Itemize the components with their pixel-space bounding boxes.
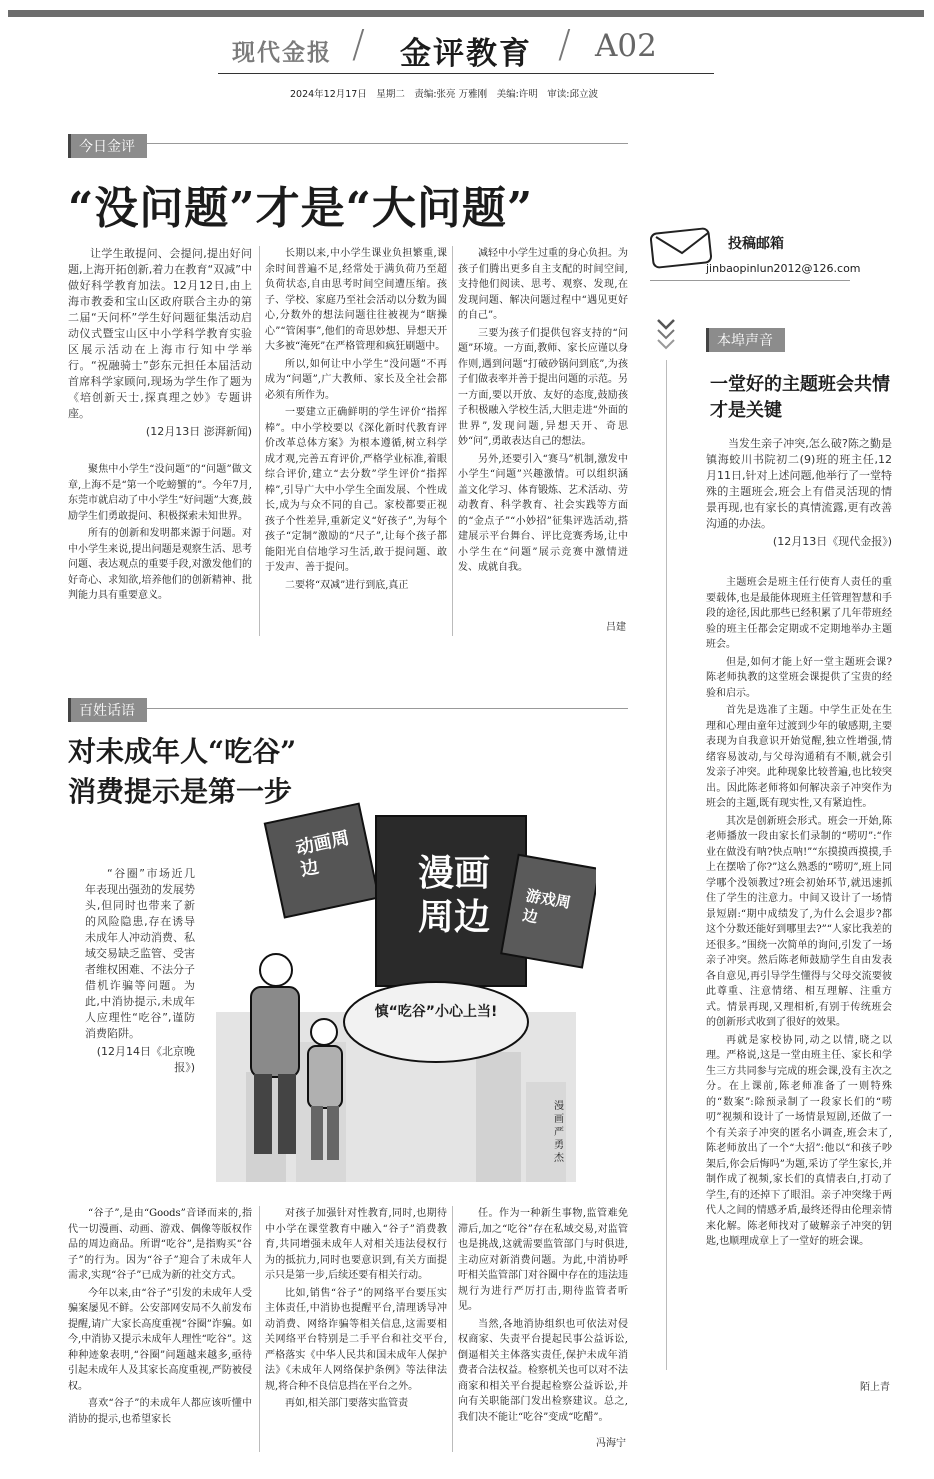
paragraph: 首先是选准了主题。中学生正处在生理和心理由童年过渡到少年的敏感期,主要表现为自我意识开始觉醒,独立性增强,情绪容易波动,与父母沟通稍有不顺,就会引发亲子冲突。此种现象比较普遍,也比较突出。因此陈老师将如何解决亲子冲突作为班会的主题,既有现实性,又有紧迫性。 (706, 705, 892, 809)
comic-label: 漫画周边 (417, 853, 490, 938)
paragraph: 其次是创新班会形式。班会一开始,陈老师播放一段由家长们录制的“唠叨”:“作业在做没有呐?快点呐!”“东摸摸西摸摸,手上在摆啥了你?”这么熟悉的“唠叨”,班上同学哪个没领教过?班会初始环节,就迅速抓住了学生的注意力。中间又设计了一场情景短剧:“期中成绩发了,为什么会退步?都这个分数还能好到哪里去?”“人家比我差的还很多。”围绕一次简单的询问,引发了一场亲子冲突。然后陈老师鼓励学生自由发表各自意见,再引导学生懂得与父母交流要彼此尊重、注意情绪、相互理解、注重方式。情景再现,又理相析,有别于传统班会的创新形式收到了很好的效果。 (706, 815, 892, 1028)
paragraph: 二要将“双减”进行到底,真正 (285, 579, 409, 591)
local-voice-body (706, 575, 892, 1375)
paragraph: 再就是家校协同,动之以情,晓之以理。严格说,这是一堂由班主任、家长和学生三方共同参与完成的班会课,没有主次之分。在上课前,陈老师准备了一则特殊的“数案”:除预录制了一段家长们的“唠叨”视频和设计了一场情景短剧,还做了一个有关亲子冲突的匿名小调查,班会末了,陈老师放出了一个“大招”:他以“和孩子吵架后,你会后悔吗”为题,采访了学生家长,并制作成了视频,家长们的真情表白,打动了学生,有的还掉下了眼泪。亲子冲突缘于两代人之间的情感矛盾,最终还得由伦理亲情来化解。陈老师找对了破解亲子冲突的钥匙,也顺理成章上了一堂好的班会课。 (706, 1034, 892, 1247)
local-voice-lead (706, 436, 892, 566)
section-tag-people-talk: 百姓话语 (68, 698, 147, 722)
headline-main: “没问题”才是“大问题” (68, 183, 534, 234)
paragraph: 减轻中小学生过重的身心负担。为孩子们腾出更多自主支配的时间空间,支持他们阅读、思考、观察、发现,在发现问题、解决问题过程中“遇见更好的自己”。 (458, 248, 628, 321)
people-talk-column-3 (458, 1206, 628, 1434)
paragraph: 三要为孩子们提供包容支持的“问题”环境。一方面,教师、家长应谨以身作则,遇到问题“打破砂锅问到底”,为孩子们做表率并善于提出问题的示范。另一方面,要以开放、友好的态度,鼓励孩子积极融入学校生活,大胆走进“外面的世界”,发现问题,异想天开、奇思妙“问”,勇敢表达自己的想法。 (458, 327, 628, 447)
people-talk-column-2 (265, 1206, 447, 1456)
paragraph: 所有的创新和发明都来源于问题。对中小学生来说,提出问题是观察生活、思考问题、表达观点的重要手段,对激发他们的好奇心、求知欲,培养他们的创新精神、批判能力具有重要意义。 (68, 528, 252, 601)
section-tag-today-comment: 今日金评 (68, 134, 147, 158)
mailbox-title: 投稿邮箱 (728, 236, 784, 252)
paragraph: 当然,各地消协组织也可依法对侵权商家、失责平台提起民事公益诉讼,倒逼相关主体落实责任,保护未成年消费者合法权益。检察机关也可以对不法商家和相关平台提起检察公益诉讼,并向有关职能部门发出检察建议。总之,我们决不能让“吃谷”变成“吃醋”。 (458, 1318, 628, 1423)
masthead-divider: / (352, 22, 365, 66)
paragraph: “谷子”,是由“Goods”音译而来的,指代一切漫画、动画、游戏、偶像等版权作品的周边商品。所谓“吃谷”,是指购买“谷子”的行为。因为“谷子”迎合了未成年人需求,实现“谷子”已成为新的社交方式。 (68, 1208, 252, 1281)
column-divider (259, 1206, 260, 1452)
mailbox-email[interactable]: jinbaopinlun2012@126.com (706, 262, 861, 275)
article-column-1 (68, 462, 252, 638)
article-lead (68, 246, 252, 442)
masthead-rule (218, 73, 714, 74)
paragraph: 聚焦中小学生“没问题”的“问题”做文章,上海不是“第一个吃螃蟹的”。今年7月,东莞市就启动了中小学生“好问题”大赛,鼓励学生们勇敢提问、积极探索未知世界。 (68, 464, 252, 522)
masthead-page-number: A02 (595, 28, 657, 64)
column-divider (452, 246, 453, 636)
masthead-divider: / (558, 22, 571, 66)
paragraph: 喜欢“谷子”的未成年人都应该听懂中消协的提示,也希望家长 (68, 1398, 252, 1425)
lead-source: (12月14日《北京晚报》) (96, 1045, 195, 1074)
paragraph: 今年以来,由“谷子”引发的未成年人受骗案屡见不鲜。公安部网安局不久前发布提醒,请广大家长高度重视“谷圈”诈骗。如今,中消协又提示未成年人理性“吃谷”。这种种迹象表明,“谷圈”问题越来越多,亟待引起未成年人及其家长高度重视,严防被侵权。 (68, 1287, 252, 1392)
comic-credit: 漫画 严勇杰 (554, 1101, 564, 1164)
paragraph: 对孩子加强针对性教育,同时,也期待中小学在课堂教育中融入“谷子”消费教育,共同增强未成年人对相关违法侵权行为的抵抗力,同时也要意识到,有关方面提示只是第一步,后续还要有相关行动。 (265, 1208, 447, 1281)
paragraph: 比如,销售“谷子”的网络平台要压实主体责任,中消协也提醒平台,清理诱导冲动消费、网络诈骗等相关信息,这需要相关网络平台特别是二手平台和社交平台,严格落实《中华人民共和国未成年人保护法》《未成年人网络保护条例》等法律法规,将合种不良信息挡在平台之外。 (265, 1287, 447, 1392)
comic-speech-bubble: 慎“吃谷”小心上当! (374, 1004, 498, 1020)
lead-paragraph: 让学生敢提问、会提问,提出好问题,上海开拓创新,着力在教育“双减”中做好科学教育加法。12月12日,由上海市教委和宝山区政府联合主办的第二届“天问杯”学生好问题征集活动启动仪式暨宝山区中小学科学教育实验区展示活动在上海市行知中学举行。“祝融骑士”彭东元担任本届活动首席科学家顾问,现场为学生作了题为《培创新天士,探真理之妙》专题讲座。 (68, 247, 252, 420)
paragraph: 一要建立正确鲜明的学生评价“指挥棒”。中小学校要以《深化新时代教育评价改革总体方案》为根本遵循,树立科学成才观,完善五育评价,严格学业标准,着眼综合评价,建立“去分数”学生评价“指挥棒”,引导广大中小学生全面发展、个性成长,成为与众不同的自己。家校都要正视孩子个性差异,重新定义“好孩子”,为每个孩子“定制”激励的“尺子”,让每个孩子都能阳光自信地学习生活,敢于提问题、敢于发声、善于提问。 (265, 407, 447, 573)
lead-paragraph: 当发生亲子冲突,怎么破?陈之勤是镇海蛟川书院初二(9)班的班主任,12月11日,针对上述问题,他举行了一堂特殊的主题班会,班会上有借灵活现的情景再现,也有家长的真情流露,更有改善沟通的办法。 (706, 437, 892, 530)
comic-label: 动画周边 (294, 827, 352, 881)
lead-source: (12月13日《现代金报》) (772, 535, 892, 548)
chevron-down-icon (656, 318, 676, 360)
section-rule (68, 708, 628, 709)
comic-illustration (206, 792, 596, 1192)
paragraph: 但是,如何才能上好一堂主题班会课?陈老师执教的这堂班会课提供了宝贵的经验和启示。 (706, 656, 892, 699)
column-divider (259, 246, 260, 636)
article-column-2 (265, 246, 447, 642)
paragraph: 主题班会是班主任行使育人责任的重要载体,也是最能体现班主任管理智慧和手段的途径,因此那些已经积累了几年带班经验的班主任都会定期或不定期地举办主题班会。 (706, 577, 892, 650)
column-divider (666, 360, 667, 1370)
column-divider (452, 1206, 453, 1452)
paragraph: 所以,如何让中小学生“没问题”不再成为“问题”,广大教师、家长及全社会都必须有所作为。 (265, 358, 447, 401)
author-byline: 吕建 (606, 622, 626, 633)
people-talk-column-1 (68, 1206, 252, 1456)
mailbox-rule (650, 280, 850, 281)
author-byline: 冯海宁 (596, 1438, 626, 1449)
paragraph: 另外,还要引入“赛马”机制,激发中小学生“问题”兴趣激情。可以组织涵盖文化学习、体育锻炼、艺术活动、劳动教育、科学教育、社会实践等方面的“金点子”“小妙招”征集评选活动,搭建展示平台舞台、评比竞赛秀场,让中小学生在“问题”展示竞赛中激情迸发、成就自我。 (458, 453, 628, 573)
lead-paragraph: “谷圈”市场近几年表现出强劲的发展势头,但同时也带来了新的风险隐患,存在诱导未成年人冲动消费、私域交易缺乏监管、受害者维权困难、不法分子借机诈骗等问题。为此,中消协提示,未成年人应理性“吃谷”,谨防消费陷阱。 (85, 867, 195, 1040)
lead-source: (12月13日 澎湃新闻) (145, 425, 252, 438)
masthead-top-bar (8, 10, 924, 17)
headline-line: 对未成年人“吃谷” (68, 735, 297, 768)
headline-local-voice: 一堂好的主题班会共情才是关键 (710, 374, 890, 421)
author-byline: 陌上青 (860, 1382, 890, 1393)
masthead-brand: 现代金报 (232, 39, 332, 66)
paragraph: 任。作为一种新生事物,监管难免滞后,加之“吃谷”存在私域交易,对监管也是挑战,这就需要监管部门与时俱进,主动应对新消费问题。为此,中消协呼吁相关监管部门对谷圈中存在的违法违规行为进行严厉打击,期待监管者听见。 (458, 1208, 628, 1312)
comic-label: 游戏周边 (521, 886, 573, 927)
headline-line: 消费提示是第一步 (68, 775, 293, 808)
section-tag-local-voice: 本埠声音 (706, 328, 785, 352)
section-rule (68, 143, 628, 144)
dateline: 2024年12月17日 星期二 责编:张亮 万雅刚 美编:许明 审读:邱立波 (290, 89, 598, 100)
masthead-section: 金评教育 (400, 36, 532, 72)
article-column-3 (458, 246, 628, 618)
paragraph: 再如,相关部门要落实监管责 (285, 1398, 409, 1409)
paragraph: 长期以来,中小学生课业负担繁重,课余时间普遍不足,经常处于满负荷乃至超负荷状态,自由思考时间空间遭压缩。孩子、学校、家庭乃至社会活动以分数为圆心,分数外的想法问题往往被视为“瞎操心”“管闲事”,他们的奇思妙想、异想天开大多被“淹死”在严格管理和疯狂刷题中。 (265, 248, 447, 352)
people-talk-lead (85, 866, 195, 1126)
